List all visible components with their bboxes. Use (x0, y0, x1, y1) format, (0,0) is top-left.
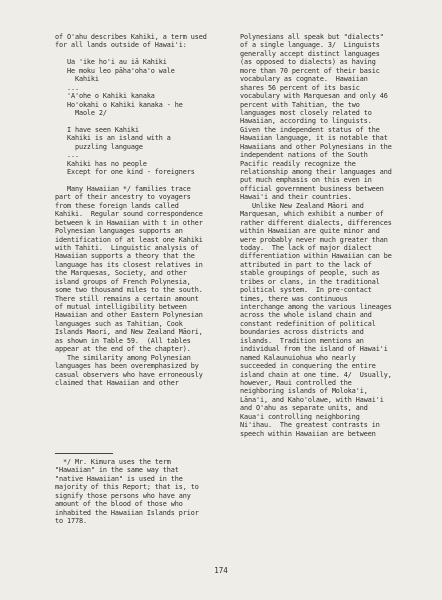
footnote-line: "Hawaiian" in the same way that (55, 466, 179, 475)
text-line: political system. In pre-contact (240, 286, 372, 295)
text-line: Kahiki has no people (55, 159, 147, 168)
text-line: island chain at one time. 4/ Usually, (240, 370, 392, 379)
footnote-line: */ Mr. Kimura uses the term (55, 458, 171, 466)
text-line: puzzling language (55, 142, 143, 151)
text-line: from these foreign lands called (55, 201, 179, 210)
text-line: Hawaiians and other Polynesians in the (240, 142, 392, 151)
text-line: Kahiki. Regular sound correspondence (55, 210, 203, 219)
right-column (240, 33, 410, 438)
text-line: island groups of French Polynesia, (55, 277, 191, 286)
footnote-line: "native Hawaiian" is used in the (55, 474, 183, 483)
text-line: tribes or clans, in the traditional (240, 277, 380, 286)
text-line: Polynesian languages supports an (55, 227, 183, 236)
text-line: with Tahiti. Linguistic analysis of (55, 243, 199, 252)
text-line: Lāna'i, and Kaho'olawe, with Hawai'i (240, 395, 384, 404)
text-line: (as opposed to dialects) as having (240, 58, 376, 67)
text-line: Hawaiian language, it is notable that (240, 134, 388, 143)
footnote-line: signify those persons who have any (55, 491, 191, 500)
text-line (55, 117, 235, 125)
footnote-line: amount of the blood of those who (55, 500, 183, 509)
text-line: succeeded in conquering the entire (240, 362, 376, 371)
text-line: languages most closely related to (240, 108, 372, 117)
text-line: Marquesan, which exhibit a number of (240, 210, 384, 219)
text-line: stable groupings of people, such as (240, 269, 380, 278)
text-line: Islands Maori, and New Zealand Māori, (55, 328, 203, 337)
text-line: Hawaiian and other Eastern Polynesian (55, 311, 203, 320)
text-line: percent with Tahitian, the two (240, 100, 360, 109)
text-line: Kahiki is an island with a (55, 134, 171, 143)
text-line: boundaries across districts and (240, 328, 364, 337)
text-line: individual from the island of Hawai'i (240, 345, 388, 354)
text-line: ... (55, 83, 79, 92)
footnote (55, 458, 235, 526)
text-line: language has its closest relatives in (55, 260, 203, 269)
text-line: rather different dialects, differences (240, 218, 392, 227)
text-line: between k in Hawaiian with t in other (55, 218, 203, 227)
text-line: generally accept distinct languages (240, 49, 380, 58)
text-line: vocabulary as cognate. Hawaiian (240, 75, 368, 84)
text-line: of a single language. 3/ Linguists (240, 41, 380, 50)
text-line: 'A'ohe o Kahiki kanaka (55, 92, 155, 101)
text-line: speech within Hawaiian are between (240, 429, 376, 438)
text-line: Kaua'i controlling neighboring (240, 412, 360, 421)
text-line: Except for one kind - foreigners (55, 168, 195, 176)
text-line: independent nations of the South (240, 151, 368, 160)
text-line: languages has been overemphasized by (55, 362, 199, 371)
left-column (55, 33, 235, 387)
text-line (55, 176, 235, 184)
page-number: 174 (214, 566, 228, 575)
text-line: Many Hawaiian */ families trace (55, 184, 191, 193)
text-line: put much emphasis on this even in (240, 176, 372, 185)
text-line: some two thousand miles to the south. (55, 286, 203, 295)
text-line: today. The lack of major dialect (240, 243, 372, 252)
text-line: claimed that Hawaiian and other (55, 378, 179, 387)
text-line: across the whole island chain and (240, 311, 372, 320)
text-line: however, Maui controlled the (240, 378, 352, 387)
text-line: Ua 'ike ho'i au iā Kahiki (55, 58, 167, 67)
text-line: The similarity among Polynesian (55, 353, 191, 362)
text-line: neighboring islands of Moloka'i, (240, 387, 368, 396)
text-line: languages such as Tahitian, Cook (55, 319, 183, 328)
text-line: as shown in Table 59. (All tables (55, 336, 191, 345)
text-line: the Marquesas, Society, and other (55, 269, 187, 278)
text-line: Kahiki (55, 75, 99, 84)
text-line: attributed in part to the lack of (240, 260, 372, 269)
text-line: of mutual intelligibility between (55, 303, 187, 311)
text-line: ... (55, 151, 79, 160)
text-line: relationship among their languages and (240, 168, 392, 176)
text-line: times, there was continuous (240, 294, 348, 303)
text-line: identification of at least one Kahiki (55, 235, 203, 244)
text-line: There still remains a certain amount (55, 294, 199, 303)
text-line: for all lands outside of Hawai'i: (55, 41, 187, 50)
text-line: and O'ahu as separate units, and (240, 404, 368, 413)
text-line: casual observers who have erroneously (55, 370, 203, 379)
text-line: part of their ancestry to voyagers (55, 193, 191, 202)
text-line: Unlike New Zealand Māori and (240, 201, 364, 210)
text-line: Pacific readily recognize the (240, 159, 356, 168)
footnote-line: inhabited the Hawaiian Islands prior (55, 508, 199, 517)
text-line: more than 70 percent of their basic (240, 66, 380, 75)
text-line: He moku leo pāha'oha'o wale (55, 66, 175, 75)
text-line: Given the independent status of the (240, 125, 380, 134)
text-line: of O'ahu describes Kahiki, a term used (55, 33, 207, 41)
text-line: Maole 2/ (55, 108, 107, 117)
footnote-rule (55, 453, 113, 454)
text-line: Ho'okahi o Kahiki kanaka - he (55, 100, 183, 109)
text-line: were probably never much greater than (240, 235, 388, 244)
text-line: named Kalaunuiohua who nearly (240, 353, 356, 362)
footnote-line: majority of this Report; that is, to (55, 483, 199, 492)
text-line: Polynesians all speak but "dialects" (240, 33, 384, 41)
footnote-line: to 1778. (55, 517, 87, 526)
text-line: appear at the end of the chapter). (55, 345, 191, 354)
text-line: within Hawaiian are quite minor and (240, 227, 380, 236)
text-line: Hawai'i and their countries. (240, 193, 352, 202)
text-line: Ni'ihau. The greatest contrasts in (240, 421, 380, 430)
text-line: differentiation within Hawaiian can be (240, 252, 392, 261)
text-line: Hawaiian supports a theory that the (55, 252, 195, 261)
text-line: interchange among the various lineages (240, 303, 392, 311)
text-line: shares 56 percent of its basic (240, 83, 360, 92)
text-line: official government business between (240, 184, 384, 193)
text-line: vocabulary with Marquesan and only 46 (240, 92, 388, 101)
text-line (55, 50, 235, 58)
text-line: islands. Tradition mentions an (240, 336, 364, 345)
text-line: I have seen Kahiki (55, 125, 139, 134)
text-line: constant redefinition of political (240, 319, 376, 328)
text-line: Hawaiian, according to linguists. (240, 117, 372, 126)
